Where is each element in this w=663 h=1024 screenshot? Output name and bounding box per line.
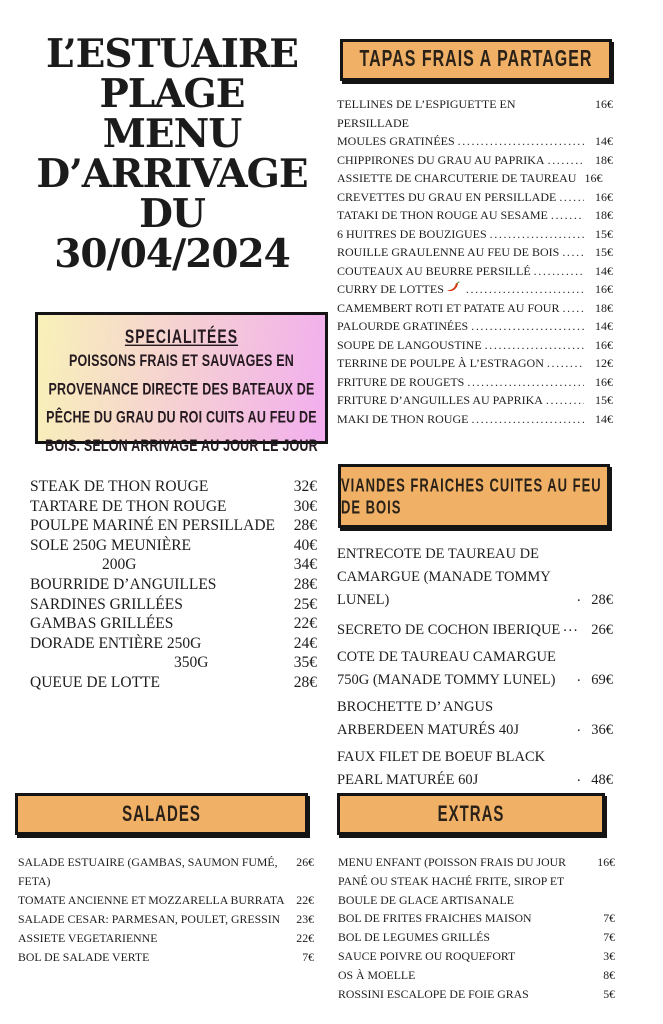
item-name: SOUPE DE LANGOUSTINE bbox=[337, 337, 482, 352]
item-price: 32€ bbox=[293, 478, 317, 495]
dotted-leader bbox=[466, 280, 584, 299]
item-price: 18€ bbox=[595, 152, 613, 167]
item-name: FRITURE D’ANGUILLES AU PAPRIKA bbox=[337, 393, 543, 407]
item-name: SALADE ESTUAIRE (GAMBAS, SAUMON FUMÉ, FETA) bbox=[18, 855, 278, 888]
menu-item-row bbox=[337, 616, 613, 642]
item-price: 15€ bbox=[595, 245, 613, 259]
item-name: ASSIETE VEGETARIENNE bbox=[18, 931, 158, 945]
menu-item-row bbox=[18, 891, 314, 910]
dotted-leader bbox=[548, 151, 584, 170]
item-name: POULPE MARINÉ EN PERSILLADE bbox=[30, 517, 275, 535]
menu-item-row bbox=[30, 516, 317, 536]
item-price: 14€ bbox=[595, 134, 613, 148]
item-price: 16€ bbox=[595, 282, 613, 296]
menu-item-row bbox=[30, 634, 317, 654]
item-price: 22€ bbox=[296, 893, 314, 907]
item-price: 48€ bbox=[591, 772, 613, 788]
item-price: 16€ bbox=[595, 374, 613, 389]
dotted-leader bbox=[547, 354, 584, 373]
menu-item-row bbox=[18, 929, 314, 948]
menu-item-row bbox=[337, 696, 613, 742]
menu-item-row bbox=[337, 169, 613, 188]
item-name: SARDINES GRILLÉES bbox=[30, 595, 183, 613]
dotted-leader bbox=[563, 616, 580, 639]
item-price: 5€ bbox=[603, 986, 615, 1001]
item-price: 18€ bbox=[595, 208, 613, 222]
item-name: SAUCE POIVRE OU ROQUEFORT bbox=[338, 948, 516, 963]
menu-item-row bbox=[18, 910, 314, 929]
tapas-header-label: TAPAS FRAIS A PARTAGER bbox=[359, 46, 593, 72]
menu-item-row bbox=[337, 646, 613, 692]
menu-item-row bbox=[30, 673, 317, 693]
menu-item-row bbox=[337, 746, 613, 792]
dotted-leader bbox=[490, 225, 584, 244]
menu-item-row bbox=[337, 543, 613, 612]
menu-item-row bbox=[30, 497, 317, 517]
menu-item-row bbox=[337, 410, 613, 429]
item-name: SOLE 250G MEUNIÈRE bbox=[30, 536, 192, 554]
menu-item-row bbox=[18, 853, 314, 891]
salades-list bbox=[18, 853, 314, 967]
item-name: 350G bbox=[174, 654, 209, 672]
dotted-leader bbox=[458, 132, 584, 151]
specialties-title: SPECIALITÉES bbox=[124, 325, 239, 348]
dotted-leader bbox=[534, 262, 584, 281]
dotted-leader bbox=[562, 243, 584, 262]
menu-item-row bbox=[337, 354, 613, 373]
menu-item-row bbox=[338, 928, 615, 947]
item-name: BOURRIDE D’ANGUILLES bbox=[30, 575, 217, 593]
menu-item-row bbox=[337, 243, 613, 262]
menu-item-row bbox=[337, 299, 613, 318]
extras-section-header bbox=[337, 793, 605, 835]
extras-list bbox=[338, 853, 615, 1003]
item-price: 15€ bbox=[595, 393, 613, 407]
viandes-header-label: VIANDES FRAICHES CUITES AU FEU DE BOIS bbox=[341, 474, 602, 518]
item-name: SECRETO DE COCHON IBERIQUE bbox=[337, 622, 561, 638]
item-price: 15€ bbox=[595, 226, 613, 241]
item-name: TARTARE DE THON ROUGE bbox=[30, 497, 227, 515]
dotted-leader bbox=[471, 317, 584, 336]
salades-section-header bbox=[15, 793, 308, 835]
menu-item-row bbox=[337, 132, 613, 151]
item-name: CURRY DE LOTTES bbox=[337, 282, 444, 296]
menu-item-row bbox=[30, 653, 317, 673]
item-price: 16€ bbox=[595, 337, 613, 352]
viandes-list bbox=[337, 543, 613, 796]
item-price: 22€ bbox=[293, 615, 317, 633]
menu-item-row bbox=[338, 966, 615, 985]
specialties-text: POISSONS FRAIS ET SAUVAGES EN PROVENANCE DIRECTE DES BATEAUX DE PÊCHE DU GRAU DU ROI CUITS AU FEU DE BOIS. SELON ARRIVAGE AU JOUR LE JOUR bbox=[45, 351, 318, 455]
item-name: ROUILLE GRAULENNE AU FEU DE BOIS bbox=[337, 245, 560, 259]
item-name: ENTRECOTE DE TAUREAU DE CAMARGUE (MANADE TOMMY LUNEL) bbox=[337, 546, 551, 608]
item-name: DORADE ENTIÈRE 250G bbox=[30, 634, 202, 652]
item-name: TERRINE DE POULPE À L’ESTRAGON bbox=[337, 356, 544, 370]
item-name: STEAK DE THON ROUGE bbox=[30, 478, 209, 495]
menu-item-row bbox=[30, 555, 317, 575]
item-name: FRITURE DE ROUGETS bbox=[337, 374, 465, 389]
item-price: 23€ bbox=[296, 912, 314, 926]
dotted-leader bbox=[577, 666, 580, 689]
item-name: BOL DE SALADE VERTE bbox=[18, 950, 150, 964]
menu-item-row bbox=[337, 225, 613, 244]
item-price: 16€ bbox=[584, 171, 603, 185]
item-name: ROSSINI ESCALOPE DE FOIE GRAS bbox=[338, 986, 529, 1001]
item-price: 69€ bbox=[591, 672, 613, 688]
item-price: 16€ bbox=[595, 97, 613, 111]
menu-item-row bbox=[18, 948, 314, 967]
menu-item-row bbox=[337, 151, 613, 170]
dotted-leader bbox=[577, 586, 580, 609]
menu-item-row bbox=[30, 595, 317, 615]
fish-mains-list bbox=[30, 477, 317, 693]
item-price: 7€ bbox=[302, 950, 314, 964]
chili-pepper-icon bbox=[446, 280, 461, 299]
item-name: CHIPPIRONES DU GRAU AU PAPRIKA bbox=[337, 152, 545, 167]
menu-title-line: DU bbox=[139, 191, 205, 237]
item-name: PALOURDE GRATINÉES bbox=[337, 319, 469, 333]
item-price: 28€ bbox=[293, 575, 317, 593]
item-price: 25€ bbox=[293, 595, 317, 613]
item-price: 14€ bbox=[595, 263, 613, 278]
item-name: MAKI DE THON ROUGE bbox=[337, 411, 469, 426]
item-name: MENU ENFANT (POISSON FRAIS DU JOUR PANÉ OU STEAK HACHÉ FRITE, SIROP ET BOULE DE GLACE ARTISANALE bbox=[338, 855, 566, 907]
item-price: 8€ bbox=[603, 967, 615, 982]
item-name: COUTEAUX AU BEURRE PERSILLÉ bbox=[337, 263, 531, 278]
menu-item-row bbox=[338, 909, 615, 928]
item-price: 26€ bbox=[591, 622, 613, 638]
menu-item-row bbox=[337, 95, 613, 132]
menu-title-line: L’ESTUAIRE bbox=[45, 31, 298, 77]
item-price: 3€ bbox=[603, 948, 615, 963]
item-price: 14€ bbox=[595, 411, 613, 426]
item-name: TELLINES DE L’ESPIGUETTE EN PERSILLADE bbox=[337, 97, 516, 130]
dotted-leader bbox=[577, 766, 580, 789]
item-price: 7€ bbox=[603, 930, 615, 945]
dotted-leader bbox=[562, 299, 584, 318]
menu-item-row bbox=[338, 947, 615, 966]
item-price: 36€ bbox=[591, 722, 613, 738]
item-name: TATAKI DE THON ROUGE AU SESAME bbox=[337, 208, 548, 222]
salades-header-label: SALADES bbox=[122, 801, 201, 827]
item-name: GAMBAS GRILLÉES bbox=[30, 615, 174, 633]
item-name: TOMATE ANCIENNE ET MOZZARELLA BURRATA bbox=[18, 893, 285, 907]
item-name: OS À MOELLE bbox=[338, 967, 416, 982]
dotted-leader bbox=[546, 391, 584, 410]
item-price: 18€ bbox=[595, 300, 613, 315]
item-name: FAUX FILET DE BOEUF BLACK PEARL MATURÉE 60J bbox=[337, 749, 546, 788]
menu-item-row bbox=[337, 280, 613, 299]
item-price: 28€ bbox=[591, 592, 613, 608]
item-name: QUEUE DE LOTTE bbox=[30, 673, 160, 691]
tapas-section-header bbox=[340, 39, 612, 81]
item-price: 16€ bbox=[595, 189, 613, 204]
item-price: 34€ bbox=[293, 556, 317, 574]
menu-item-row bbox=[337, 206, 613, 225]
item-name: COTE DE TAUREAU CAMARGUE 750G (MANADE TOMMY LUNEL) bbox=[337, 649, 556, 688]
item-name: SALADE CESAR: PARMESAN, POULET, GRESSIN bbox=[18, 912, 281, 926]
item-price: 24€ bbox=[293, 634, 317, 652]
menu-title-line: 30/04/2024 bbox=[54, 231, 290, 277]
item-name: 6 HUITRES DE BOUZIGUES bbox=[337, 226, 487, 241]
menu-item-row bbox=[30, 477, 317, 497]
menu-title-line: D’ARRIVAGE bbox=[36, 151, 308, 197]
viandes-section-header bbox=[338, 464, 610, 528]
menu-item-row bbox=[337, 391, 613, 410]
menu-item-row bbox=[337, 262, 613, 281]
item-name: BOL DE FRITES FRAICHES MAISON bbox=[338, 911, 532, 926]
item-name: 200G bbox=[102, 556, 137, 574]
item-price: 40€ bbox=[293, 536, 317, 554]
item-price: 14€ bbox=[595, 319, 613, 333]
item-name: BROCHETTE D’ ANGUS ARBERDEEN MATURÉS 40J bbox=[337, 699, 520, 738]
dotted-leader bbox=[559, 188, 584, 207]
item-name: ASSIETTE DE CHARCUTERIE DE TAUREAU bbox=[337, 171, 577, 185]
item-price: 35€ bbox=[293, 654, 317, 672]
item-price: 26€ bbox=[296, 855, 314, 869]
item-price: 28€ bbox=[293, 673, 317, 691]
dotted-leader bbox=[485, 336, 584, 355]
item-name: MOULES GRATINÉES bbox=[337, 134, 455, 148]
menu-item-row bbox=[337, 336, 613, 355]
menu-title bbox=[22, 31, 322, 277]
item-name: CREVETTES DU GRAU EN PERSILLADE bbox=[337, 189, 557, 204]
menu-item-row bbox=[338, 985, 615, 1004]
menu-item-row bbox=[338, 853, 615, 909]
item-name: BOL DE LEGUMES GRILLÉS bbox=[338, 930, 490, 945]
item-price: 12€ bbox=[595, 356, 613, 370]
tapas-list bbox=[337, 95, 613, 428]
item-price: 30€ bbox=[293, 497, 317, 515]
menu-item-row bbox=[337, 188, 613, 207]
menu-title-line: PLAGE bbox=[99, 71, 245, 117]
menu-item-row bbox=[30, 536, 317, 556]
menu-item-row bbox=[30, 575, 317, 595]
dotted-leader bbox=[577, 716, 580, 739]
item-price: 22€ bbox=[296, 931, 314, 945]
item-price: 7€ bbox=[603, 911, 615, 926]
dotted-leader bbox=[467, 373, 584, 392]
item-price: 28€ bbox=[293, 517, 317, 535]
dotted-leader bbox=[551, 206, 584, 225]
menu-item-row bbox=[337, 373, 613, 392]
menu-item-row bbox=[30, 614, 317, 634]
menu-item-row bbox=[337, 317, 613, 336]
dotted-leader bbox=[471, 410, 584, 429]
item-name: CAMEMBERT ROTI ET PATATE AU FOUR bbox=[337, 300, 560, 315]
menu-title-line: MENU bbox=[102, 111, 242, 157]
specialties-box bbox=[35, 312, 328, 455]
extras-header-label: EXTRAS bbox=[437, 801, 505, 827]
item-price: 16€ bbox=[597, 855, 615, 869]
